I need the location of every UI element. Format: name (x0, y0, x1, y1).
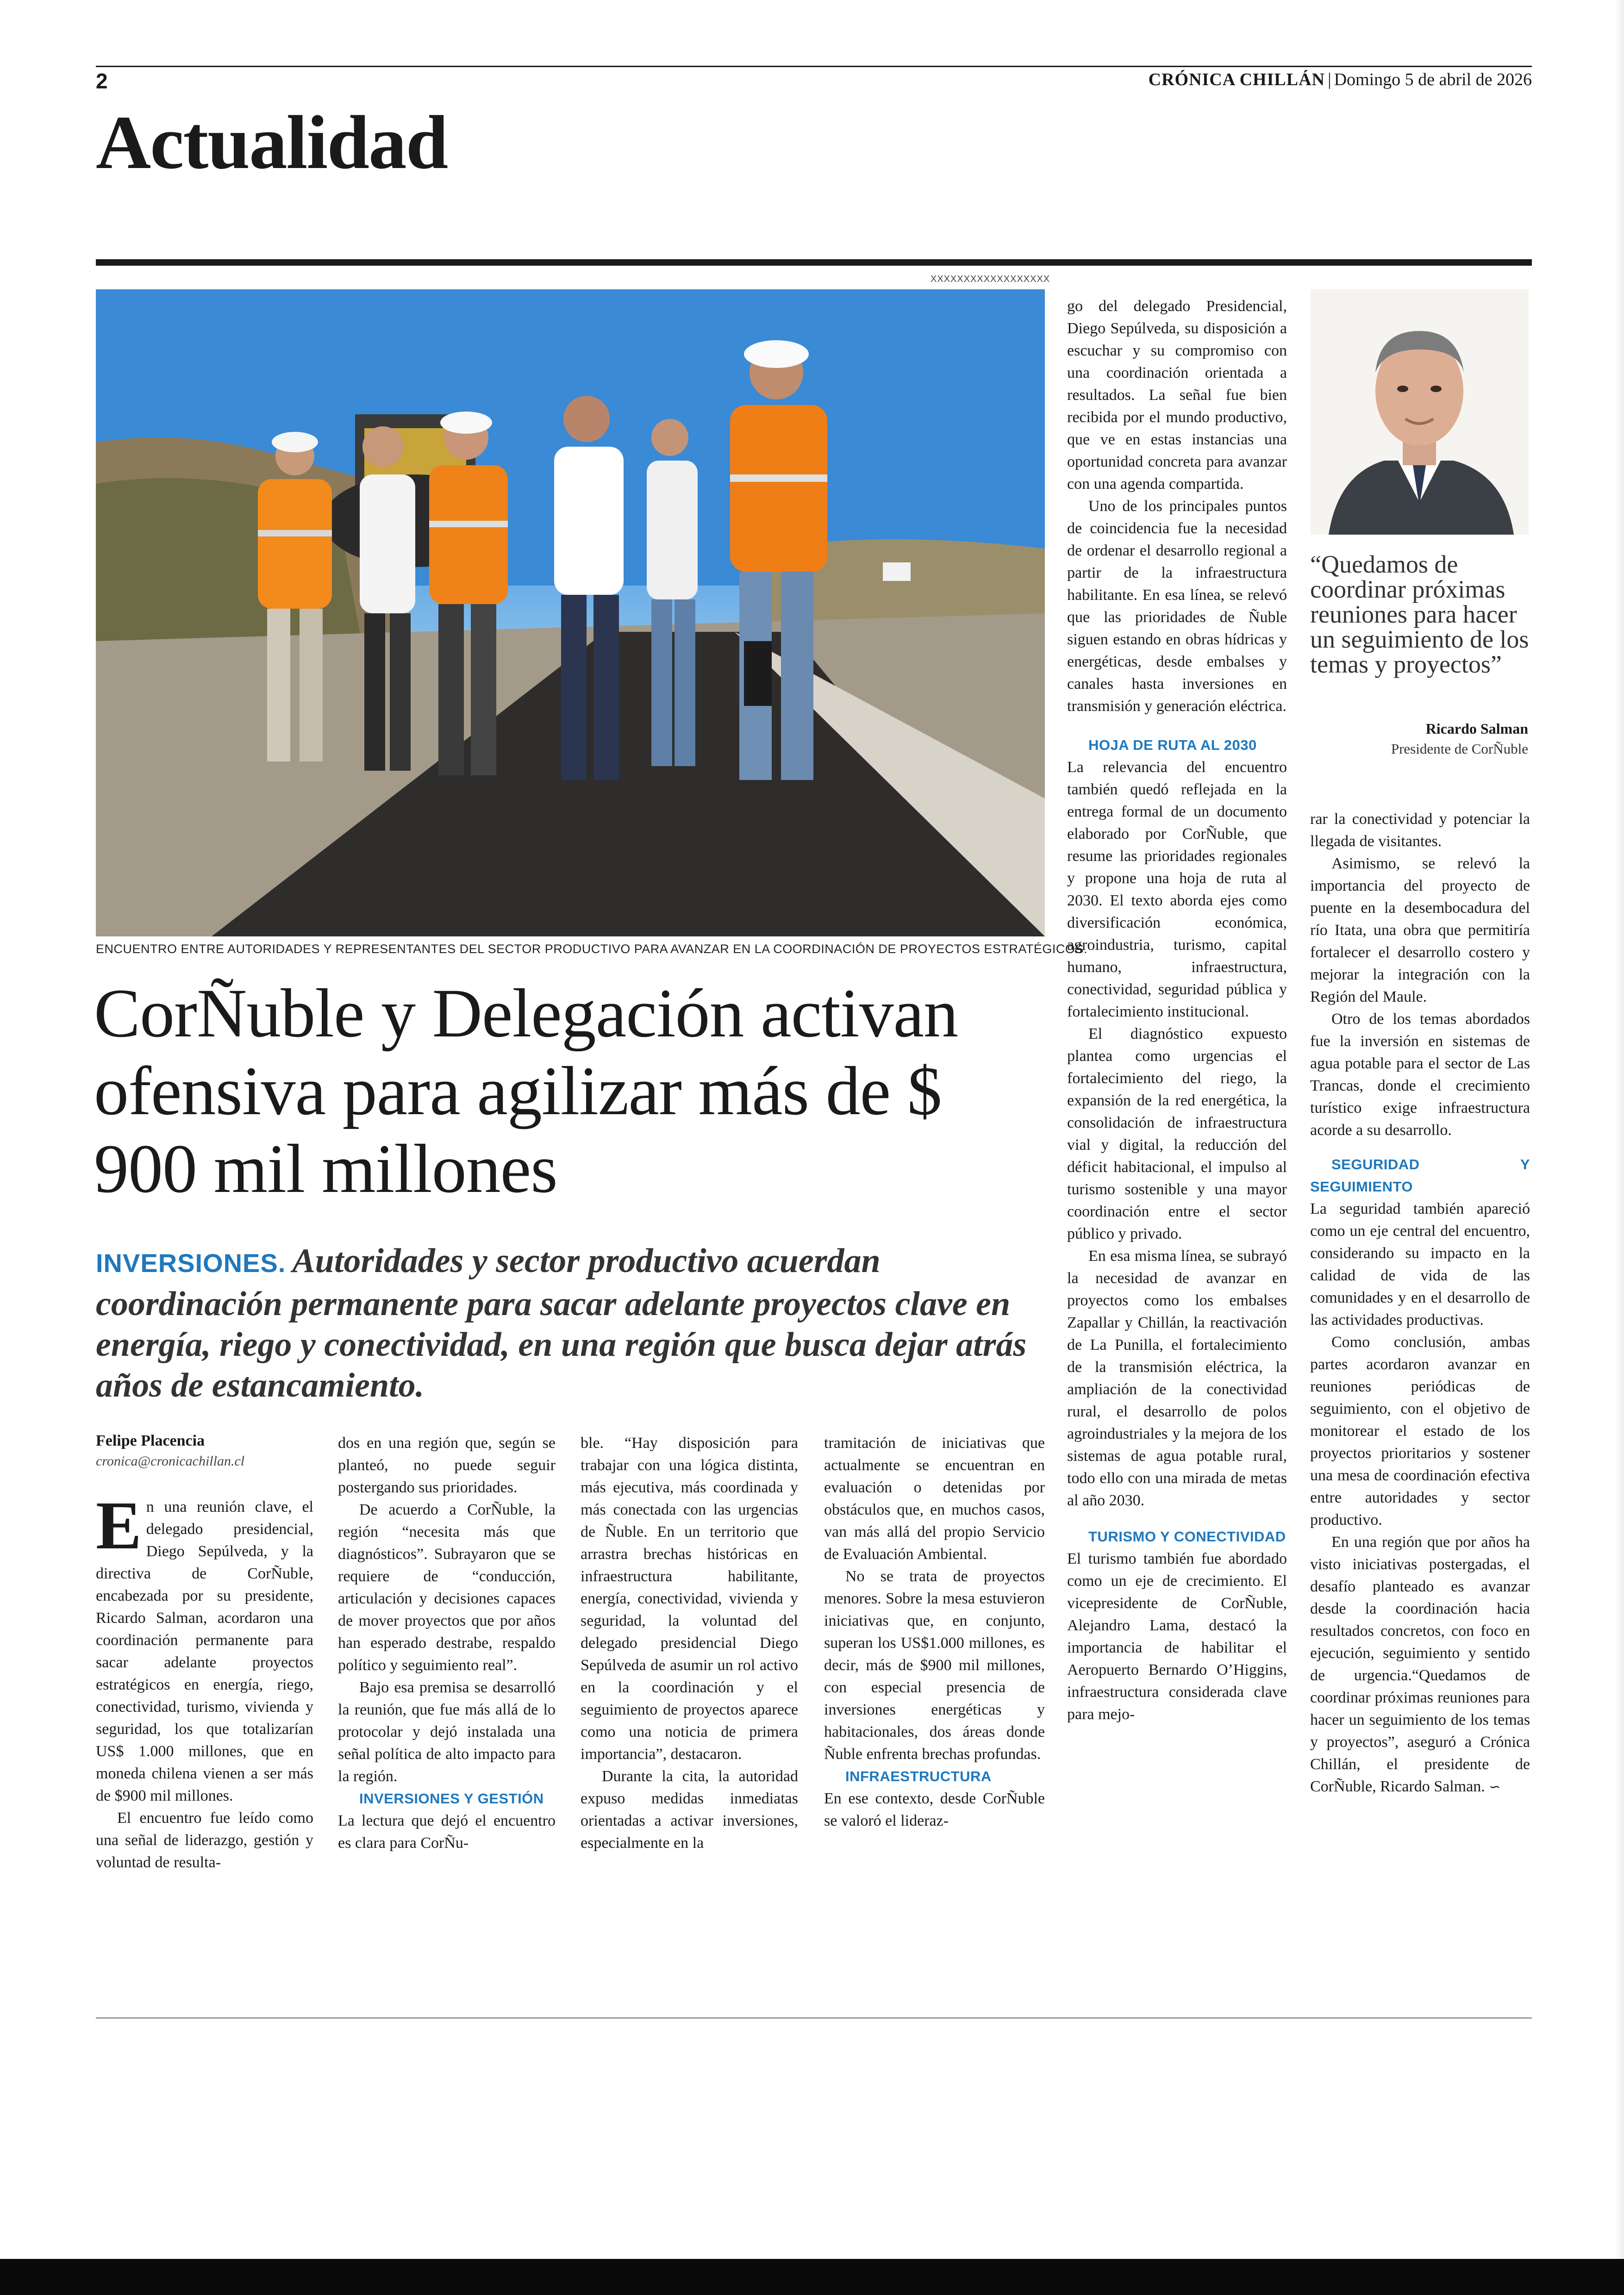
body-paragraph: En esa misma línea, se subrayó la necesidad de avanzar en proyectos como los embalses Zapallar y Chillán, la reactivación de La Punilla, el fortalecimiento de la transmisión eléctrica, la ampliación de la conectividad rural, el desarrollo de polos agroindustriales y la mejora de los sistemas de agua potable rural, todo ello con una mirada de metas al año 2030. (1067, 1247, 1287, 1509)
masthead (1149, 69, 1532, 90)
body-paragraph: Como conclusión, ambas partes acordaron avanzar en reuniones periódicas de seguimiento, con el objetivo de monitorear el estado de los proyectos prioritarios y sostener una mesa de coordinación efectiva entre autoridades y sector productivo. (1310, 1334, 1530, 1528)
article-column-1 (96, 1488, 313, 1874)
article-headline: CorÑuble y Delegación activan ofensiva para agilizar más de $ 900 mil millones (94, 975, 958, 1207)
body-paragraph: rar la conectividad y potenciar la llegada de visitantes. (1310, 811, 1530, 850)
subhead-hoja-de-ruta: HOJA DE RUTA AL 2030 (1088, 737, 1257, 753)
photo-caption: ENCUENTRO ENTRE AUTORIDADES Y REPRESENTANTES DEL SECTOR PRODUCTIVO PARA AVANZAR EN LA COORDINACIÓN DE PROYECTOS ESTRATÉGICOS. (96, 942, 1087, 956)
byline-email: cronica@cronicachillan.cl (96, 1453, 245, 1469)
deck-kicker: INVERSIONES. (96, 1248, 286, 1278)
byline-author: Felipe Placencia (96, 1432, 205, 1449)
subhead-infraestructura: INFRAESTRUCTURA (845, 1768, 992, 1784)
body-paragraph: dos en una región que, según se planteó, no puede seguir postergando sus prioridades. (338, 1434, 556, 1496)
body-paragraph: El encuentro fue leído como una señal de liderazgo, gestión y voluntad de resulta- (96, 1809, 313, 1871)
article-column-6 (1310, 808, 1530, 1798)
footer-rule (96, 2017, 1532, 2019)
page-number: 2 (96, 69, 108, 93)
article-column-2 (338, 1432, 556, 1854)
body-paragraph: Uno de los principales puntos de coincidencia fue la necesidad de ordenar el desarrollo regional a partir de la infraestructura habilitante. En esa línea, se relevó que las prioridades de Ñuble siguen estando en obras hídricas y energéticas, desde embalses y canales hasta inversiones en transmisión y generación eléctrica. (1067, 498, 1287, 715)
main-photo-illustration (96, 289, 1045, 936)
deck-text: Autoridades y sector productivo acuerdan coordinación permanente para sacar adelante proyectos clave en energía, riego y conectividad, en una región que busca dejar atrás años de estancamiento. (96, 1242, 1027, 1404)
subhead-turismo: TURISMO Y CONECTIVIDAD (1088, 1528, 1286, 1545)
body-paragraph: La lectura que dejó el encuentro es clara para CorÑu- (338, 1812, 556, 1852)
body-paragraph: Durante la cita, la autoridad expuso medidas inmediatas orientadas a activar inversiones, especialmente en la (581, 1768, 798, 1852)
publication-name: CRÓNICA CHILLÁN (1148, 70, 1325, 89)
bottom-bar (0, 2259, 1624, 2295)
pull-quote-name: Ricardo Salman (1425, 720, 1528, 737)
pull-quote-role: Presidente de CorÑuble (1391, 741, 1528, 757)
body-paragraph: No se trata de proyectos menores. Sobre la mesa estuvieron iniciativas que, en conjunto, superan los US$1.000 millones, es decir, más de $900 mil millones, con especial presencia de inversiones energéticas y habitacionales, dos áreas donde Ñuble enfrenta brechas profundas. (824, 1568, 1045, 1763)
photo-credit: XXXXXXXXXXXXXXXXXX (931, 274, 1050, 284)
body-paragraph: La seguridad también apareció como un eje central del encuentro, considerando su impacto en la calidad de vida de las comunidades y en el desarrollo de las actividades productivas. (1310, 1200, 1530, 1328)
main-photo (96, 289, 1045, 936)
body-paragraph: El diagnóstico expuesto plantea como urgencias el fortalecimiento del riego, la expansión de la red energética, la consolidación de infraestructura vial y digital, la reducción del déficit habitacional, el impulso al turismo sostenible y una mayor coordinación entre el sector público y privado. (1067, 1025, 1287, 1242)
subhead-seguridad: SEGURIDAD Y SEGUIMIENTO (1310, 1156, 1530, 1195)
article-column-4 (824, 1432, 1045, 1832)
masthead-separator: | (1327, 70, 1331, 89)
body-paragraph: De acuerdo a CorÑuble, la región “necesita más que diagnósticos”. Subrayaron que se requiere de “conducción, articulación y decisiones capaces de mover proyectos que por años han esperado destrabe, respaldo político y seguimiento real”. (338, 1501, 556, 1674)
section-title: Actualidad (96, 100, 448, 185)
section-rule (96, 259, 1532, 266)
body-paragraph: go del delegado Presidencial, Diego Sepúlveda, su disposición a escuchar y su compromiso con una coordinación orientada a resultados. La señal fue bien recibida por el mundo productivo, que ve en estas instancias una oportunidad concreta para avanzar con una agenda compartida. (1067, 298, 1287, 493)
lead-paragraph (96, 1488, 313, 1807)
header-rule (96, 66, 1532, 67)
body-paragraph: El turismo también fue abordado como un eje de crecimiento. El vicepresidente de CorÑuble, Alejandro Lama, destacó la importancia de habilitar el Aeropuerto Bernardo O’Higgins, infraestructura considerada clave para mejo- (1067, 1550, 1287, 1723)
end-mark-icon: ∽ (1489, 1779, 1501, 1795)
lead-text: n una reunión clave, el delegado presidencial, Diego Sepúlveda, y la directiva de CorÑuble, encabezada por su presidente, Ricardo Salman, acordaron una coordinación permanente para sacar adelante proyectos estratégicos en energía, riego, conectividad, turismo, vivienda y seguridad, los que totalizarían US$ 1.000 millones, que en moneda chilena vienen a ser más de $900 mil millones. (96, 1498, 313, 1804)
portrait-photo (1310, 289, 1529, 535)
body-paragraph: Asimismo, se relevó la importancia del proyecto de puente en la desembocadura del río Itata, una obra que permitiría fortalecer el desarrollo costero y mejorar la integración con la Región del Maule. (1310, 855, 1530, 1005)
body-paragraph: Otro de los temas abordados fue la inversión en sistemas de agua potable para el sector de Las Trancas, donde el crecimiento turístico exige infraestructura acorde a su desarrollo. (1310, 1010, 1530, 1139)
pull-quote: “Quedamos de coordinar próximas reuniones para hacer un seguimiento de los temas y proyectos” (1310, 550, 1529, 678)
page-edge-shadow (1615, 0, 1624, 2259)
issue-date: Domingo 5 de abril de 2026 (1334, 70, 1532, 89)
body-paragraph: ble. “Hay disposición para trabajar con una lógica distinta, más ejecutiva, más coordinada y más conectada con las urgencias de Ñuble. En un territorio que arrastra brechas históricas en infraestructura habilitante, energía, conectividad, vivienda y seguridad, la voluntad del delegado presidencial Diego Sepúlveda de asumir un rol activo en la coordinación y el seguimiento de proyectos aparece como una noticia de primera importancia”, destacaron. (581, 1434, 798, 1763)
article-column-5 (1067, 295, 1287, 1726)
article-column-3 (581, 1432, 798, 1854)
body-paragraph (1310, 1531, 1530, 1798)
article-deck (96, 1241, 1049, 1406)
body-paragraph: En ese contexto, desde CorÑuble se valoró el lideraz- (824, 1790, 1045, 1829)
drop-cap: E (96, 1488, 142, 1564)
closing-text: En una región que por años ha visto iniciativas postergadas, el desafío planteado es avanzar desde la coordinación hacia resultados concretos, con foco en ejecución, seguimiento y sentido de urgencia.“Quedamos de coordinar próximas reuniones para hacer un seguimiento de los temas y proyectos”, aseguró a Crónica Chillán, el presidente de CorÑuble, Ricardo Salman. (1310, 1534, 1530, 1795)
body-paragraph: La relevancia del encuentro también quedó reflejada en la entrega formal de un documento elaborado por CorÑuble, que resume las prioridades regionales y propone una hoja de ruta al 2030. El texto aborda ejes como diversificación económica, agroindustria, turismo, capital humano, infraestructura, conectividad, seguridad pública y fortalecimiento institucional. (1067, 759, 1287, 1020)
portrait-illustration (1310, 289, 1529, 535)
subhead-inversiones: INVERSIONES Y GESTIÓN (359, 1790, 544, 1807)
body-paragraph: Bajo esa premisa se desarrolló la reunión, que fue más allá de lo protocolar y dejó instalada una señal política de alto impacto para la región. (338, 1679, 556, 1785)
body-paragraph: tramitación de iniciativas que actualmente se encuentran en evaluación o detenidas por obstáculos que, en muchos casos, van más allá del propio Servicio de Evaluación Ambiental. (824, 1434, 1045, 1563)
